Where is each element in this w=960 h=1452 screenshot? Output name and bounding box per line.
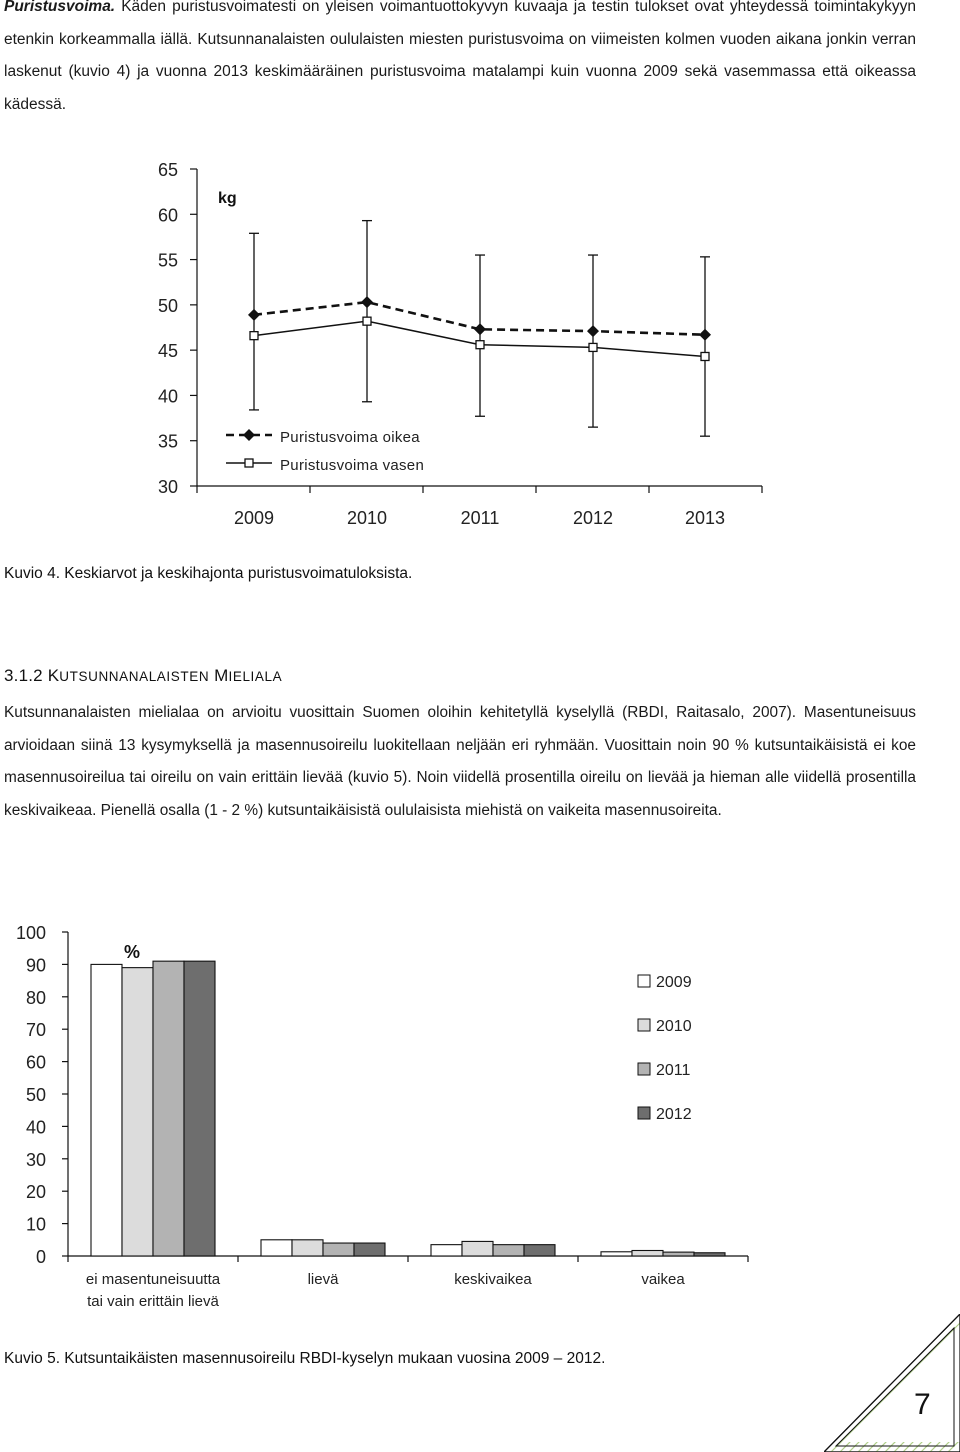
y-tick-label: 0 (35, 1247, 46, 1267)
legend-label-vasen: Puristusvoima vasen (280, 457, 425, 474)
legend-label: 2012 (656, 1106, 692, 1123)
legend-label: 2011 (656, 1062, 691, 1079)
y-tick-label: 60 (157, 205, 178, 226)
y-tick-label: 65 (157, 160, 178, 180)
legend-label-oikea: Puristusvoima oikea (280, 429, 420, 446)
bar (153, 961, 184, 1256)
legend-swatch (638, 1019, 650, 1031)
bar (122, 968, 153, 1256)
mood-paragraph: Kutsunnanalaisten mielialaa on arvioitu vuosittain Suomen oloihin kehitetyllä kyselyllä (RBDI, Raitasalo, 2007). Masentuneisuus arvioidaan siinä 13 kysymyksellä ja masennusoireilu luokitellaan neljään eri ryhmään. Vuosittain noin 90 % kutsuntaikäisistä ei koe masennusoireilua tai oireilu on vain erittäin lievää (kuvio 5). Noin viidellä prosentilla oireilu on lievää ja hieman alle viidellä prosentilla keskivaikeaa. Pienellä osalla (1 - 2 %) kutsuntaikäisistä oululaisista miehistä on vaikeita masennusoireita. (4, 704, 916, 819)
depression-bar-chart (0, 910, 960, 1320)
y-tick-label: 100 (15, 923, 46, 943)
point-oikea (248, 309, 260, 321)
x-tick-label: 2010 (346, 508, 388, 528)
x-category-label: lievä (307, 1271, 339, 1288)
bar (292, 1240, 323, 1256)
y-tick-label: 35 (157, 431, 178, 452)
grip-strength-line-chart (0, 150, 960, 540)
point-vasen (589, 343, 597, 351)
y-tick-label: 40 (157, 386, 178, 407)
y-tick-label: 60 (25, 1052, 46, 1073)
x-category-label: vaikea (641, 1271, 685, 1288)
x-tick-label: 2011 (460, 508, 500, 528)
x-tick-label: 2013 (684, 508, 726, 528)
paragraph-lead: Puristusvoima. (4, 0, 116, 15)
legend-marker-oikea (243, 429, 255, 441)
unit-label: kg (218, 190, 237, 207)
y-tick-label: 90 (25, 955, 46, 976)
bar (431, 1245, 462, 1256)
y-tick-label: 30 (157, 477, 178, 497)
y-tick-label: 50 (25, 1085, 46, 1105)
bar (663, 1252, 694, 1256)
legend-swatch (638, 1063, 650, 1075)
y-tick-label: 50 (157, 295, 178, 316)
bar (524, 1245, 555, 1256)
y-tick-label: 45 (157, 341, 178, 362)
y-tick-label: 55 (157, 250, 178, 271)
figure5-caption: Kuvio 5. Kutsuntaikäisten masennusoireilu RBDI-kyselyn mukaan vuosina 2009 – 2012. (4, 1350, 606, 1367)
x-category-label: tai vain erittäin lievä (87, 1293, 219, 1310)
point-oikea (474, 323, 486, 335)
y-tick-label: 20 (25, 1182, 46, 1203)
legend-swatch (638, 1107, 650, 1119)
legend-swatch (638, 975, 650, 987)
point-vasen (363, 317, 371, 325)
corner-hatch (824, 1314, 960, 1452)
paragraph-text: Käden puristusvoimatesti on yleisen voimantuottokyvyn kuvaaja ja testin tulokset ovat yhteydessä toimintakykyyn etenkin korkeammalla iällä. Kutsunnanalaisten oululaisten miesten puristusvoima on viimeisten kolmen vuoden aikana jonkin verran laskenut (kuvio 4) ja vuonna 2013 keskimääräinen puristusvoima matalampi kuin vuonna 2009 sekä vasemmassa että oikeassa kädessä. (4, 0, 916, 113)
section-number: 3.1.2 (4, 666, 43, 685)
bar (354, 1243, 385, 1256)
point-oikea (361, 296, 373, 308)
y-tick-label: 80 (25, 987, 46, 1008)
y-tick-label: 30 (25, 1149, 46, 1170)
bar (493, 1245, 524, 1256)
bar (184, 961, 215, 1256)
bar (91, 964, 122, 1256)
x-tick-label: 2009 (233, 508, 275, 528)
unit-label: % (124, 942, 141, 962)
bar (462, 1241, 493, 1256)
page-number: 7 (914, 1388, 931, 1421)
bar (601, 1252, 632, 1256)
bar (632, 1250, 663, 1256)
y-tick-label: 70 (25, 1020, 46, 1041)
point-oikea (587, 325, 599, 337)
point-vasen (701, 352, 709, 360)
bar (694, 1253, 725, 1256)
legend-marker-vasen (245, 459, 253, 467)
point-oikea (699, 329, 711, 341)
y-tick-label: 40 (25, 1117, 46, 1138)
x-tick-label: 2012 (572, 508, 614, 528)
intro-paragraph (4, 0, 916, 121)
y-tick-label: 10 (25, 1214, 46, 1235)
bar (261, 1240, 292, 1256)
figure4-caption: Kuvio 4. Keskiarvot ja keskihajonta puristusvoimatuloksista. (4, 565, 413, 582)
section-title: KUTSUNNANALAISTEN MIELIALA (47, 666, 283, 685)
page-number-corner (824, 1314, 960, 1452)
section-heading (4, 666, 282, 686)
legend-label: 2009 (656, 974, 692, 991)
legend-label: 2010 (656, 1018, 692, 1035)
bar (323, 1243, 354, 1256)
x-category-label: keskivaikea (454, 1271, 532, 1288)
x-category-label: ei masentuneisuutta (85, 1271, 221, 1288)
point-vasen (250, 332, 258, 340)
point-vasen (476, 341, 484, 349)
